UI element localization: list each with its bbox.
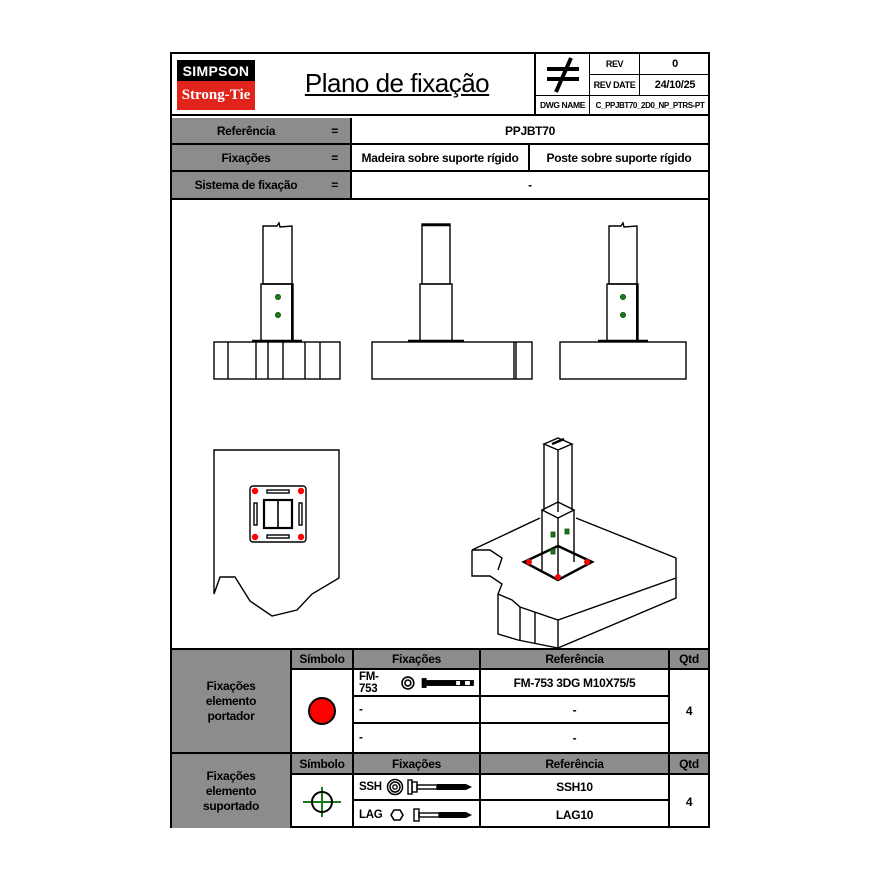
dwg-name-label: DWG NAME <box>536 96 590 114</box>
side-view <box>372 224 532 379</box>
supported-group-label: Fixações elemento suportado <box>172 754 292 828</box>
info-table <box>172 118 708 200</box>
table-carrier <box>172 648 708 752</box>
carrier-row-3-reference: - <box>481 724 670 752</box>
page-title: Plano de fixação <box>304 67 490 98</box>
supported-row-1-fixing: SSH <box>354 775 481 801</box>
screw-markers <box>275 294 625 554</box>
not-equal-icon <box>536 54 590 96</box>
rev-value: 0 <box>640 54 710 75</box>
supported-header-qty: Qtd <box>670 754 708 775</box>
lag-screw-icon <box>386 804 476 826</box>
rev-date-value: 24/10/25 <box>640 75 710 96</box>
supported-row-2-fixing: LAG <box>354 801 481 828</box>
dwg-name-value: C_PPJBT70_2D0_NP_PTRS-PT <box>595 100 705 110</box>
carrier-row-1-fixing: FM-753 <box>354 670 481 697</box>
table-supported <box>172 752 708 828</box>
carrier-header-reference: Referência <box>481 650 670 670</box>
anchor-bolt-icon <box>400 673 479 693</box>
info-label-fixacoes: Fixações = <box>172 145 352 172</box>
supported-row-1-reference: SSH10 <box>481 775 670 801</box>
ssh-screw-icon <box>386 776 476 798</box>
carrier-qty: 4 <box>685 704 693 718</box>
info-value-referencia: PPJBT70 <box>352 118 708 145</box>
carrier-header-symbol: Símbolo <box>292 650 354 670</box>
carrier-group-label: Fixações elemento portador <box>172 650 292 752</box>
info-label-sistema: Sistema de fixação = <box>172 172 352 200</box>
title-block <box>172 54 708 116</box>
rev-date-label: REV DATE <box>590 75 640 96</box>
carrier-row-2-reference: - <box>481 697 670 724</box>
isometric-view <box>472 438 676 648</box>
front-view <box>214 223 340 379</box>
anchor-markers <box>252 488 590 580</box>
info-value-sistema: - <box>352 172 708 200</box>
rev-block <box>534 54 708 114</box>
drawing-area <box>172 200 708 648</box>
carrier-row-2-fixing: - <box>354 697 481 724</box>
crosshair-circle-icon <box>292 775 354 828</box>
info-value-fixacoes-1: Madeira sobre suporte rígido <box>352 145 530 172</box>
carrier-header-fixings: Fixações <box>354 650 481 670</box>
supported-qty: 4 <box>685 794 693 809</box>
logo <box>177 60 255 110</box>
top-view <box>214 450 339 616</box>
logo-strongtie: Strong-Tie <box>177 81 255 110</box>
info-value-fixacoes-2: Poste sobre suporte rígido <box>530 145 708 172</box>
drawing-sheet <box>170 52 710 828</box>
supported-header-reference: Referência <box>481 754 670 775</box>
carrier-row-1-reference: FM-753 3DG M10X75/5 <box>481 670 670 697</box>
supported-header-symbol: Símbolo <box>292 754 354 775</box>
supported-row-2-reference: LAG10 <box>481 801 670 828</box>
rear-view <box>560 223 686 379</box>
carrier-header-qty: Qtd <box>670 650 708 670</box>
rev-label: REV <box>590 54 640 75</box>
logo-simpson: SIMPSON <box>177 60 255 81</box>
red-circle-icon <box>292 670 354 752</box>
carrier-row-3-fixing: - <box>354 724 481 752</box>
supported-header-fixings: Fixações <box>354 754 481 775</box>
info-label-referencia: Referência = <box>172 118 352 145</box>
